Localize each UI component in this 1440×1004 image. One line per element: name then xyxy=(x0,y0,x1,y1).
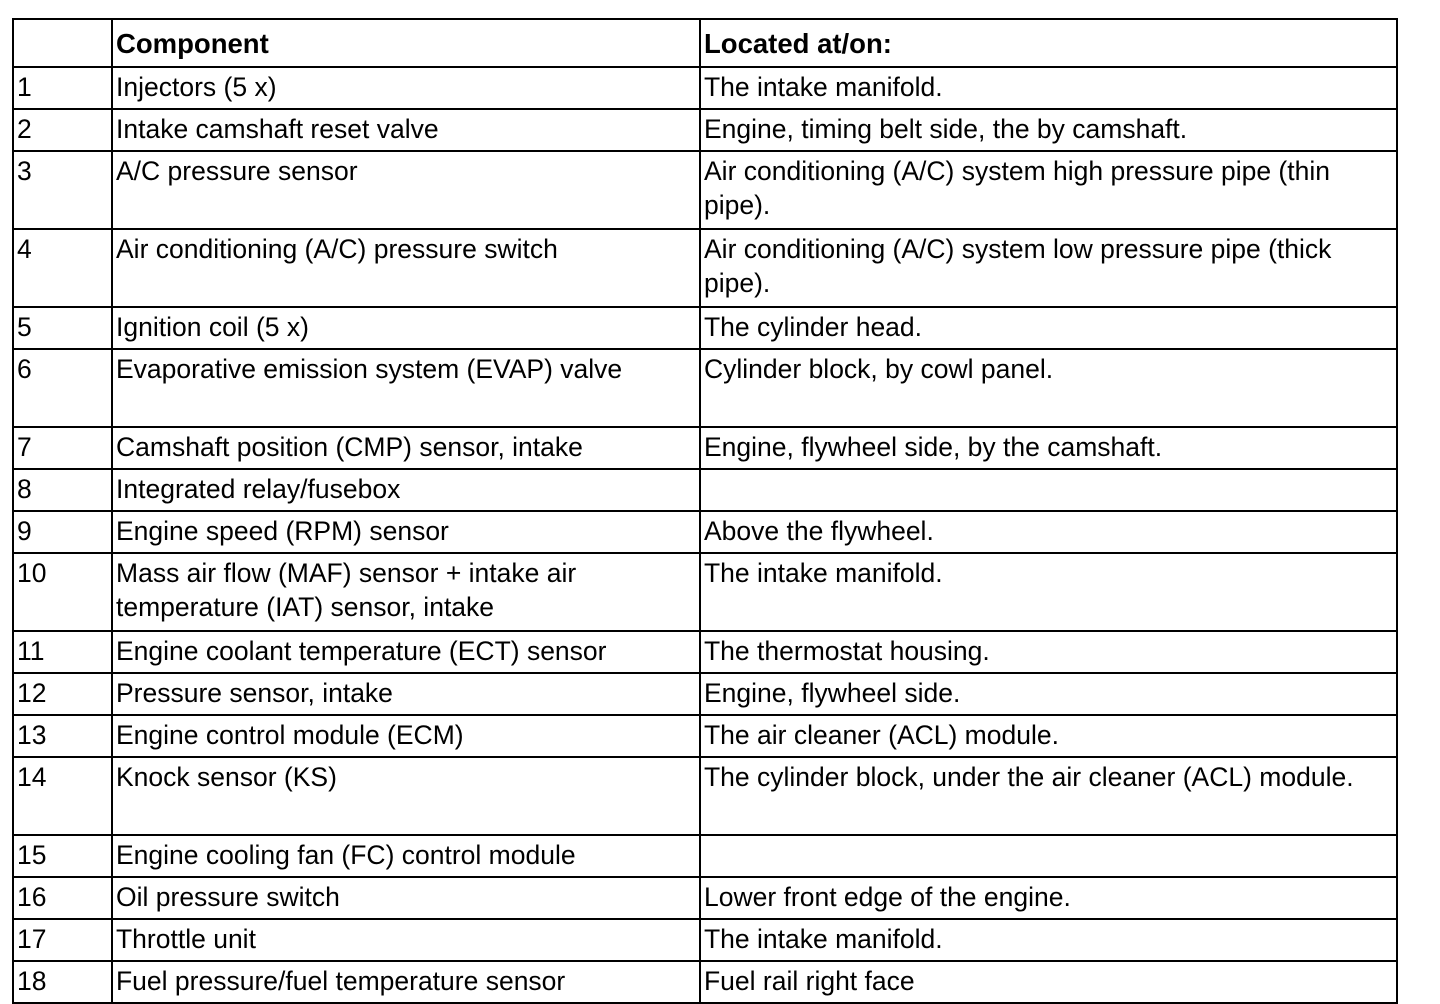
row-number: 1 xyxy=(13,67,112,109)
header-location: Located at/on: xyxy=(700,19,1397,67)
table-row xyxy=(13,919,1397,961)
table-row xyxy=(13,715,1397,757)
row-component: Injectors (5 x) xyxy=(112,67,700,109)
component-location-table xyxy=(12,18,1398,1004)
row-number: 16 xyxy=(13,877,112,919)
row-component: Throttle unit xyxy=(112,919,700,961)
row-number: 11 xyxy=(13,631,112,673)
row-location: Engine, flywheel side. xyxy=(700,673,1397,715)
row-location: Lower front edge of the engine. xyxy=(700,877,1397,919)
row-location: Above the flywheel. xyxy=(700,511,1397,553)
row-component: Oil pressure switch xyxy=(112,877,700,919)
row-number: 2 xyxy=(13,109,112,151)
row-component: Engine speed (RPM) sensor xyxy=(112,511,700,553)
row-location: Engine, flywheel side, by the camshaft. xyxy=(700,427,1397,469)
header-number xyxy=(13,19,112,67)
table-body xyxy=(13,67,1397,1003)
row-number: 15 xyxy=(13,835,112,877)
row-location xyxy=(700,469,1397,511)
row-component: Mass air flow (MAF) sensor + intake air temperature (IAT) sensor, intake xyxy=(112,553,700,631)
row-component: Intake camshaft reset valve xyxy=(112,109,700,151)
row-number: 13 xyxy=(13,715,112,757)
row-location: Air conditioning (A/C) system low pressure pipe (thick pipe). xyxy=(700,229,1397,307)
table-header xyxy=(13,19,1397,67)
table-row xyxy=(13,673,1397,715)
row-number: 6 xyxy=(13,349,112,427)
table-row xyxy=(13,835,1397,877)
row-location: Cylinder block, by cowl panel. xyxy=(700,349,1397,427)
row-location: The cylinder block, under the air cleaner (ACL) module. xyxy=(700,757,1397,835)
row-component: Evaporative emission system (EVAP) valve xyxy=(112,349,700,427)
row-location: The intake manifold. xyxy=(700,553,1397,631)
table-row xyxy=(13,553,1397,631)
table-row xyxy=(13,349,1397,427)
row-number: 3 xyxy=(13,151,112,229)
row-location: The cylinder head. xyxy=(700,307,1397,349)
row-number: 4 xyxy=(13,229,112,307)
row-location: Fuel rail right face xyxy=(700,961,1397,1003)
row-location: The air cleaner (ACL) module. xyxy=(700,715,1397,757)
row-component: Air conditioning (A/C) pressure switch xyxy=(112,229,700,307)
row-location xyxy=(700,835,1397,877)
row-number: 17 xyxy=(13,919,112,961)
row-number: 14 xyxy=(13,757,112,835)
row-component: Ignition coil (5 x) xyxy=(112,307,700,349)
table-row xyxy=(13,631,1397,673)
row-component: Integrated relay/fusebox xyxy=(112,469,700,511)
table-row xyxy=(13,877,1397,919)
row-number: 18 xyxy=(13,961,112,1003)
row-component: Engine cooling fan (FC) control module xyxy=(112,835,700,877)
row-number: 10 xyxy=(13,553,112,631)
row-number: 12 xyxy=(13,673,112,715)
table-row xyxy=(13,961,1397,1003)
row-location: Air conditioning (A/C) system high pressure pipe (thin pipe). xyxy=(700,151,1397,229)
table-row xyxy=(13,427,1397,469)
row-number: 7 xyxy=(13,427,112,469)
row-number: 8 xyxy=(13,469,112,511)
header-component: Component xyxy=(112,19,700,67)
row-location: The intake manifold. xyxy=(700,919,1397,961)
row-location: The thermostat housing. xyxy=(700,631,1397,673)
row-number: 5 xyxy=(13,307,112,349)
table-row xyxy=(13,229,1397,307)
row-component: Pressure sensor, intake xyxy=(112,673,700,715)
table-row xyxy=(13,307,1397,349)
row-component: Camshaft position (CMP) sensor, intake xyxy=(112,427,700,469)
table-row xyxy=(13,469,1397,511)
row-location: The intake manifold. xyxy=(700,67,1397,109)
table-row xyxy=(13,511,1397,553)
row-location: Engine, timing belt side, the by camshaft. xyxy=(700,109,1397,151)
header-row xyxy=(13,19,1397,67)
row-component: Engine control module (ECM) xyxy=(112,715,700,757)
table-row xyxy=(13,109,1397,151)
row-number: 9 xyxy=(13,511,112,553)
table-row xyxy=(13,151,1397,229)
table-row xyxy=(13,67,1397,109)
row-component: Engine coolant temperature (ECT) sensor xyxy=(112,631,700,673)
table-row xyxy=(13,757,1397,835)
row-component: A/C pressure sensor xyxy=(112,151,700,229)
row-component: Knock sensor (KS) xyxy=(112,757,700,835)
row-component: Fuel pressure/fuel temperature sensor xyxy=(112,961,700,1003)
